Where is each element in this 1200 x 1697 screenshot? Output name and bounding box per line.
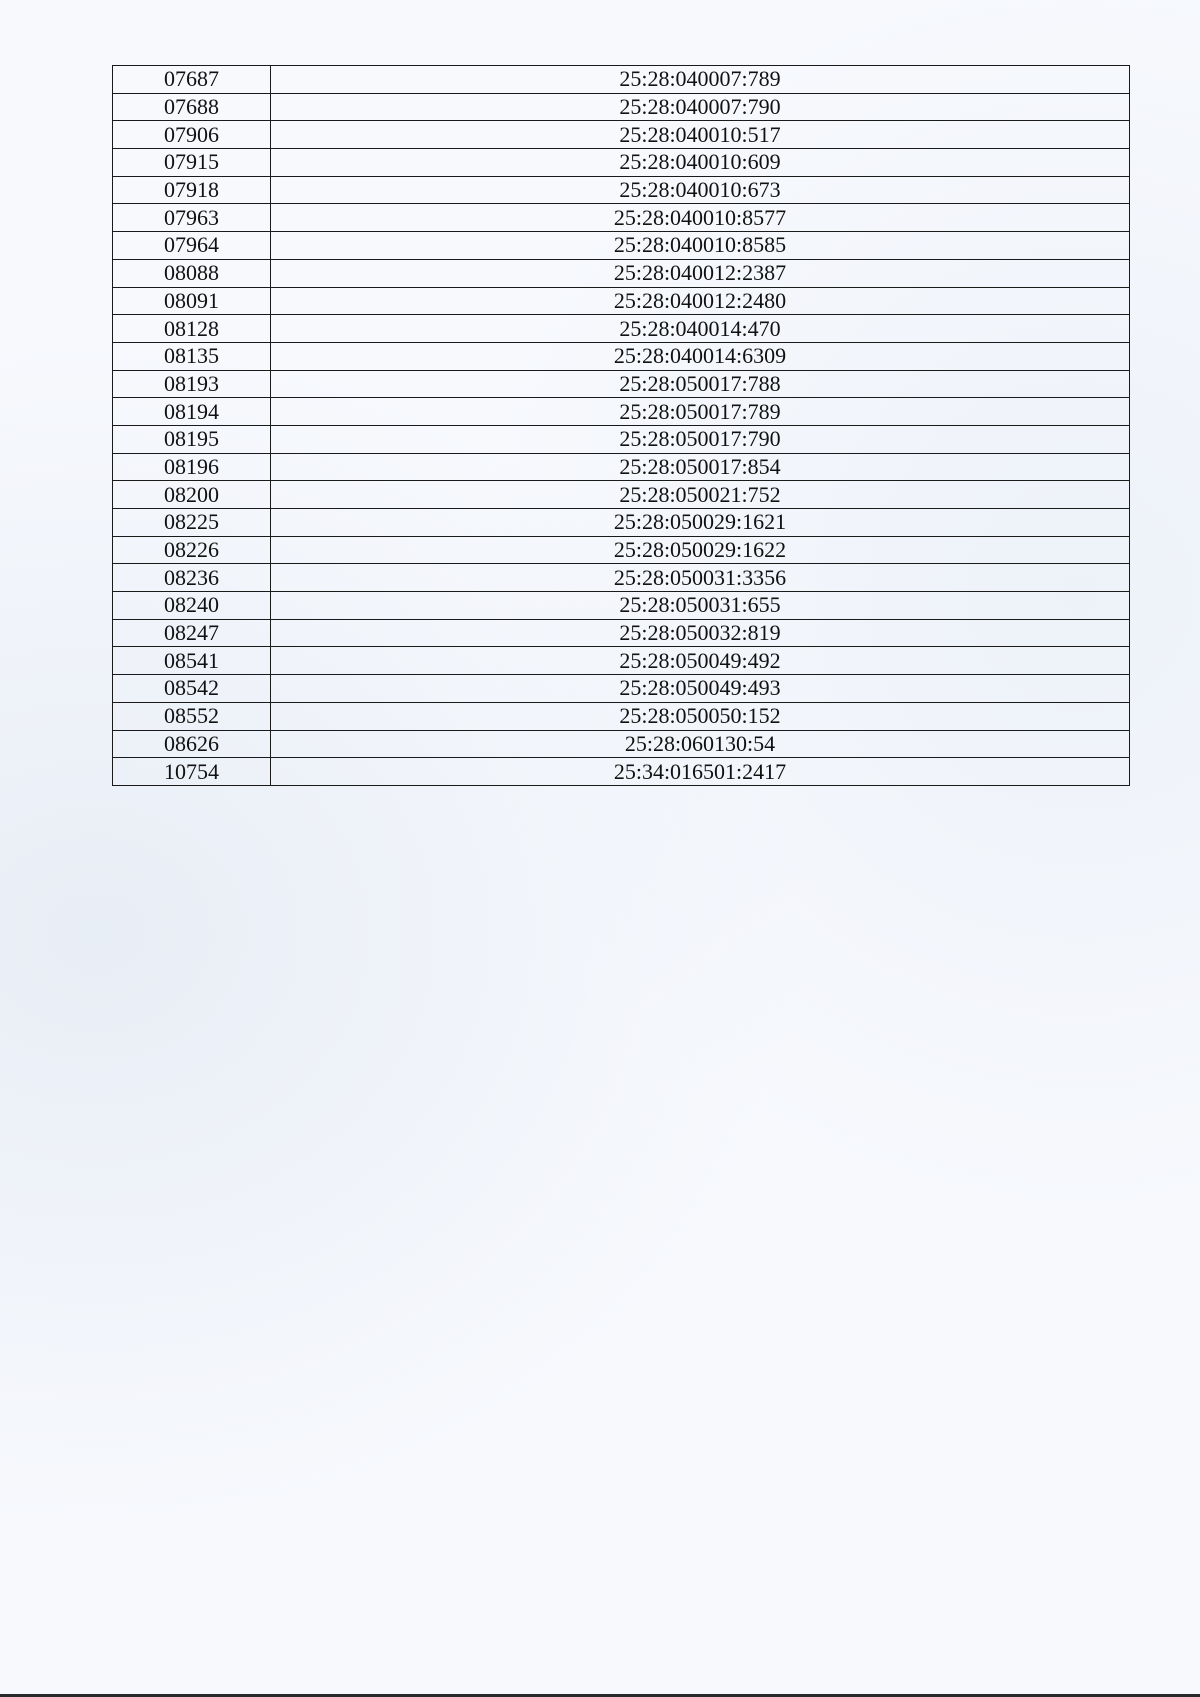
table-row — [113, 647, 1130, 675]
table-row — [113, 425, 1130, 453]
table-row — [113, 259, 1130, 287]
cadastral-number-cell: 25:28:040007:789 — [271, 66, 1130, 94]
row-number-cell: 08128 — [113, 315, 271, 343]
row-number-cell: 08552 — [113, 702, 271, 730]
row-number-cell: 08088 — [113, 259, 271, 287]
table-row — [113, 315, 1130, 343]
row-number-cell: 10754 — [113, 758, 271, 786]
row-number-cell: 08135 — [113, 342, 271, 370]
table-row — [113, 536, 1130, 564]
cadastral-table — [112, 65, 1130, 786]
row-number-cell: 07915 — [113, 149, 271, 177]
table-row — [113, 398, 1130, 426]
table-container — [112, 65, 1130, 786]
table-row — [113, 592, 1130, 620]
table-row — [113, 121, 1130, 149]
cadastral-number-cell: 25:28:050017:854 — [271, 453, 1130, 481]
row-number-cell: 08541 — [113, 647, 271, 675]
row-number-cell: 08195 — [113, 425, 271, 453]
table-row — [113, 564, 1130, 592]
table-row — [113, 702, 1130, 730]
row-number-cell: 07964 — [113, 232, 271, 260]
cadastral-number-cell: 25:28:040010:517 — [271, 121, 1130, 149]
cadastral-number-cell: 25:28:040010:673 — [271, 176, 1130, 204]
row-number-cell: 08196 — [113, 453, 271, 481]
cadastral-number-cell: 25:28:040010:8577 — [271, 204, 1130, 232]
table-row — [113, 232, 1130, 260]
cadastral-number-cell: 25:28:040014:470 — [271, 315, 1130, 343]
row-number-cell: 08225 — [113, 509, 271, 537]
cadastral-number-cell: 25:28:050032:819 — [271, 619, 1130, 647]
row-number-cell: 08247 — [113, 619, 271, 647]
cadastral-number-cell: 25:28:040010:609 — [271, 149, 1130, 177]
cadastral-number-cell: 25:34:016501:2417 — [271, 758, 1130, 786]
table-row — [113, 204, 1130, 232]
row-number-cell: 07963 — [113, 204, 271, 232]
cadastral-number-cell: 25:28:050031:3356 — [271, 564, 1130, 592]
table-row — [113, 149, 1130, 177]
cadastral-number-cell: 25:28:060130:54 — [271, 730, 1130, 758]
cadastral-number-cell: 25:28:050031:655 — [271, 592, 1130, 620]
cadastral-number-cell: 25:28:050017:788 — [271, 370, 1130, 398]
row-number-cell: 08236 — [113, 564, 271, 592]
table-row — [113, 619, 1130, 647]
row-number-cell: 07918 — [113, 176, 271, 204]
row-number-cell: 08194 — [113, 398, 271, 426]
row-number-cell: 07906 — [113, 121, 271, 149]
cadastral-number-cell: 25:28:050021:752 — [271, 481, 1130, 509]
table-row — [113, 675, 1130, 703]
table-row — [113, 370, 1130, 398]
cadastral-number-cell: 25:28:040014:6309 — [271, 342, 1130, 370]
table-row — [113, 176, 1130, 204]
table-row — [113, 342, 1130, 370]
table-row — [113, 93, 1130, 121]
cadastral-number-cell: 25:28:050017:790 — [271, 425, 1130, 453]
cadastral-number-cell: 25:28:040012:2480 — [271, 287, 1130, 315]
table-row — [113, 66, 1130, 94]
cadastral-number-cell: 25:28:050049:492 — [271, 647, 1130, 675]
row-number-cell: 08626 — [113, 730, 271, 758]
cadastral-number-cell: 25:28:050049:493 — [271, 675, 1130, 703]
table-row — [113, 481, 1130, 509]
cadastral-number-cell: 25:28:040007:790 — [271, 93, 1130, 121]
table-row — [113, 730, 1130, 758]
table-row — [113, 287, 1130, 315]
table-row — [113, 453, 1130, 481]
row-number-cell: 08200 — [113, 481, 271, 509]
row-number-cell: 08091 — [113, 287, 271, 315]
cadastral-number-cell: 25:28:040012:2387 — [271, 259, 1130, 287]
table-row — [113, 509, 1130, 537]
row-number-cell: 08542 — [113, 675, 271, 703]
row-number-cell: 08226 — [113, 536, 271, 564]
row-number-cell: 07687 — [113, 66, 271, 94]
cadastral-number-cell: 25:28:050029:1622 — [271, 536, 1130, 564]
table-row — [113, 758, 1130, 786]
row-number-cell: 08193 — [113, 370, 271, 398]
cadastral-number-cell: 25:28:040010:8585 — [271, 232, 1130, 260]
row-number-cell: 08240 — [113, 592, 271, 620]
row-number-cell: 07688 — [113, 93, 271, 121]
table-body — [113, 66, 1130, 786]
cadastral-number-cell: 25:28:050050:152 — [271, 702, 1130, 730]
cadastral-number-cell: 25:28:050017:789 — [271, 398, 1130, 426]
cadastral-number-cell: 25:28:050029:1621 — [271, 509, 1130, 537]
